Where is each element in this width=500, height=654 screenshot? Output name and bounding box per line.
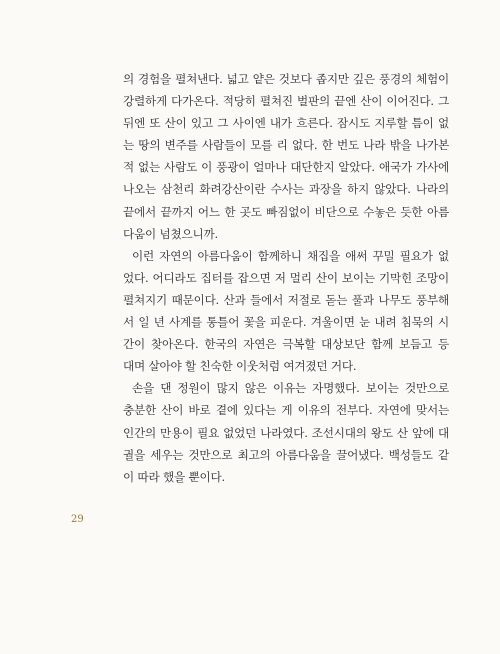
text-line: 뒤엔 또 산이 있고 그 사이엔 내가 흐른다. 잠시도 지루할 틈이 없 [123, 116, 449, 131]
text-line: 강렬하게 다가온다. 적당히 펼쳐진 벌판의 끝엔 산이 이어진다. 그 [123, 94, 449, 109]
text-line: 나오는 삼천리 화려강산이란 수사는 과장을 하지 않았다. 나라의 [123, 182, 449, 197]
text-line: 다움이 넘쳤으니까. [123, 226, 218, 241]
text-line: 의 경험을 펼쳐낸다. 넓고 얕은 것보다 좁지만 깊은 풍경의 체험이 [123, 72, 449, 86]
text-line: 는 땅의 변주를 사람들이 모를 리 없다. 한 번도 나라 밖을 나가본 [123, 138, 449, 153]
text-line: 인간의 만용이 필요 없었던 나라였다. 조선시대의 왕도 산 앞에 대 [123, 425, 449, 440]
text-line: 었다. 어디라도 집터를 잡으면 저 멀리 산이 보이는 기막힌 조망이 [123, 270, 449, 285]
page-number: 29 [71, 514, 84, 525]
text-line: 적 없는 사람도 이 풍광이 얼마나 대단한지 알았다. 애국가 가사에 [123, 160, 449, 175]
text-line: 이 따라 했을 뿐이다. [123, 469, 225, 484]
text-line: 서 일 년 사계를 통틀어 꽃을 피운다. 겨울이면 눈 내려 침묵의 시 [123, 315, 449, 330]
text-line: 궐을 세우는 것만으로 최고의 아름다움을 끌어냈다. 백성들도 같 [123, 447, 449, 462]
text-line: 간이 찾아온다. 한국의 자연은 극복할 대상보단 함께 보듬고 등 [123, 337, 449, 352]
text-line: 대며 살아야 할 친숙한 이웃처럼 여겨졌던 거다. [123, 359, 357, 374]
text-line: 끝에서 끝까지 어느 한 곳도 빠짐없이 비단으로 수놓은 듯한 아름 [123, 204, 449, 219]
text-line: 이런 자연의 아름다움이 함께하니 채집을 애써 꾸밀 필요가 없 [132, 248, 449, 263]
body-text [123, 68, 449, 488]
text-line: 충분한 산이 바로 곁에 있다는 게 이유의 전부다. 자연에 맞서는 [123, 403, 449, 418]
text-line: 펼쳐지기 때문이다. 산과 들에서 저절로 돋는 풀과 나무도 풍부해 [123, 292, 449, 307]
text-line: 손을 댄 정원이 많지 않은 이유는 자명했다. 보이는 것만으로 [132, 381, 449, 396]
